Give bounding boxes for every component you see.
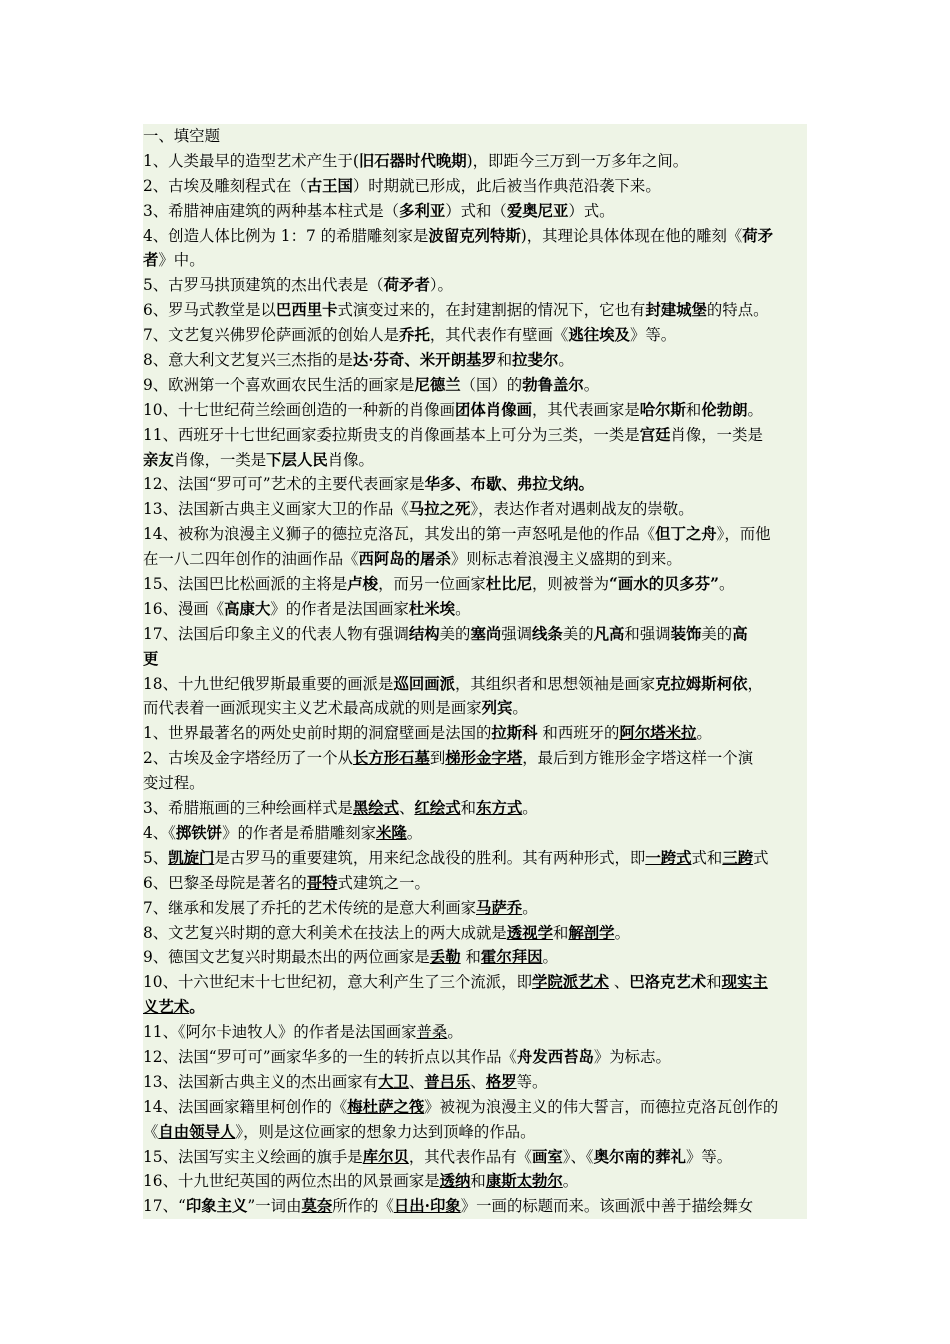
answer-text: 卢梭 [347,575,379,594]
line-text: 强调 [501,624,533,643]
answer-text: 印象主义 [185,1197,248,1216]
answer-text: 达·芬奇、米开朗基罗 [352,351,497,370]
answer-text: 古王国 [306,176,353,195]
text-line [143,871,807,896]
answer-text: 自由领导人 [158,1122,236,1141]
line-text: 和 [552,923,569,942]
answer-text: 西阿岛的屠杀 [358,550,451,569]
line-text: )，即距今三万到一万多年之间。 [466,151,689,170]
answer-text: 封建城堡 [645,301,707,320]
answer-text: 更 [143,649,159,668]
line-text: ）。 [429,276,453,295]
answer-text: 宫廷 [639,425,671,444]
text-line [143,149,807,174]
line-text: （国）的 [460,375,523,394]
answer-text: 尼德兰 [414,375,461,394]
answer-text: 大卫 [378,1072,409,1091]
answer-text: 红绘式 [414,799,461,818]
line-text: ”一词由 [247,1197,302,1216]
line-text: 。 [406,823,423,842]
line-text: 8、文艺复兴时期的意大利美术在技法上的两大成就是 [143,923,507,942]
text-line [143,995,807,1020]
line-text: 2、古埃及雕刻程式在（ [143,176,307,195]
text-line [143,323,807,348]
text-line [143,1169,807,1194]
line-text: 。 [558,351,574,370]
line-text: 17、“ [143,1197,186,1216]
text-line [143,124,807,149]
line-text: 》中。 [158,251,205,270]
text-line [143,572,807,597]
line-text: ，其代表作品有《 [408,1147,532,1166]
line-text: ，最后到方锥形金字塔这样一个演 [522,749,754,768]
line-text: 13、法国新古典主义的杰出画家有 [143,1072,379,1091]
text-line [143,1194,807,1219]
answer-text: 多利亚 [399,201,446,220]
line-text: 6、罗马式教堂是以 [143,301,276,320]
answer-text: 普桑 [416,1023,448,1042]
text-line [143,1095,807,1120]
line-text: 》一画的标题而来。该画派中善于描绘舞女 [460,1197,754,1216]
line-text: 。 [447,1023,463,1042]
answer-text: 勃鲁盖尔 [522,375,584,394]
text-line [143,945,807,970]
answer-text: 凯旋门 [168,848,215,867]
answer-text: 学院派艺术 [531,973,609,992]
answer-text: 高康大 [224,599,271,618]
answer-text: 巴洛克艺术 [629,973,707,992]
answer-text: 旧石器时代晚期 [358,151,467,170]
line-text: 、 [608,973,630,992]
line-text: 《 [143,1122,159,1141]
line-text: 7、文艺复兴佛罗伦萨画派的创始人是 [143,326,400,345]
line-text: 、 [470,1072,486,1091]
line-text: 等。 [516,1072,548,1091]
line-text: 美的 [562,624,594,643]
line-text: 11、西班牙十七世纪画家委拉斯贵支的肖像画基本上可分为三类，一类是 [143,425,640,444]
answer-text: 拉斐尔 [512,351,559,370]
text-line [143,1045,807,1070]
answer-text: 巡回画派 [393,674,456,693]
line-text: 。 [719,575,735,594]
line-text: 。 [542,948,558,967]
answer-text: 现实主 [721,973,768,992]
line-text: 16、漫画《 [143,599,225,618]
line-text: 到 [429,749,446,768]
line-text: 10、十六世纪末十七世纪初，意大利产生了三个流派，即 [143,973,532,992]
text-line [143,647,807,672]
line-text: 和强调 [624,624,671,643]
answer-text: 波留克列特斯 [428,226,521,245]
text-line [143,1145,807,1170]
line-text: 15、法国巴比松画派的主将是 [143,575,348,594]
line-text: 。 [747,400,763,419]
text-line [143,896,807,921]
line-text: 11、《阿尔卡迪牧人》的作者是法国画家 [143,1023,417,1042]
answer-text: 团体肖像画 [455,400,532,419]
text-line [143,597,807,622]
line-text: 式建筑之一。 [337,873,430,892]
answer-text: 丢勒 [429,948,461,967]
answer-text: 凡高 [593,624,625,643]
line-text: 肖像，一类是 [173,450,267,469]
line-text: 。 [522,799,538,818]
line-text: 。 [512,699,528,718]
line-text: 》、《 [562,1147,594,1166]
line-text: 在一八二四年创作的油画作品《 [143,550,359,569]
text-line [143,970,807,995]
line-text: 和 [460,799,477,818]
line-text: ）时期就已形成，此后被当作典范沿袭下来。 [352,176,661,195]
line-text: 》，则是这位画家的想象力达到顶峰的作品。 [235,1122,536,1141]
line-text: ，其组织者和思想领袖是画家 [455,674,656,693]
line-text: 12、法国“罗可可”画家华多的一生的转折点以其作品《 [143,1047,517,1066]
line-text: 14、被称为浪漫主义狮子的德拉克洛瓦，其发出的第一声怒吼是他的作品《 [143,525,656,544]
answer-text: 巴西里卡 [275,301,338,320]
line-text: 和 [496,351,513,370]
line-text: 》等。 [629,326,677,345]
line-text: 9、德国文艺复兴时期最杰出的两位画家是 [143,948,430,967]
answer-text: 康斯太勃尔 [485,1172,563,1191]
line-text: 而代表着一画派现实主义艺术最高成就的则是画家 [143,699,482,718]
answer-text: 伦勃朗 [701,400,748,419]
text-line [143,273,807,298]
line-text: 式 [753,848,769,867]
text-line [143,547,807,572]
answer-text: 杜米埃 [408,599,456,618]
text-line [143,497,807,522]
line-text: 6、巴黎圣母院是著名的 [143,873,307,892]
line-text: 和 [706,973,722,992]
text-line [143,721,807,746]
line-text: 是古罗马的重要建筑，用来纪念战役的胜利。其有两种形式，即 [214,848,646,867]
answer-text: 塞尚 [470,624,502,643]
line-text: 和 [685,400,702,419]
answer-text: 霍尔拜因 [480,948,543,967]
line-text: 》的作者是希腊雕刻家 [222,823,376,842]
text-line [143,796,807,821]
line-text: 》则标志着浪漫主义盛期的到来。 [450,550,682,569]
line-text: 17、法国后印象主义的代表人物有强调 [143,624,409,643]
line-text: 8、意大利文艺复兴三杰指的是 [143,351,353,370]
answer-text: 黑绘式 [352,799,400,818]
answer-text: 亲友 [143,450,174,469]
line-text: ， [747,674,763,693]
line-text: 、 [408,1072,425,1091]
answer-text: 阿尔塔米拉 [619,724,697,743]
answer-text: 长方形石墓 [352,749,430,768]
answer-text: 莫奈 [301,1197,333,1216]
text-line [143,224,807,249]
line-text: 、 [399,799,415,818]
line-text: 。 [583,375,600,394]
line-text: 。 [562,1172,579,1191]
answer-text: 克拉姆斯柯依 [655,674,748,693]
answer-text: 梅杜萨之筏 [347,1097,425,1116]
answer-text: 。 [189,998,205,1017]
line-text: 美的 [439,624,471,643]
line-text: 肖像，一类是 [670,425,763,444]
line-text: 》的作者是法国画家 [270,599,409,618]
text-line [143,472,807,497]
line-text: 。 [614,923,630,942]
answer-text: 结构 [408,624,440,643]
text-line [143,1120,807,1145]
text-line [143,1020,807,1045]
answer-text: 梯形金字塔 [445,749,523,768]
answer-text: “画水的贝多芬” [608,575,720,594]
answer-text: 哈尔斯 [639,400,686,419]
line-text: ，则被誉为 [532,575,609,594]
answer-text: 马拉之死 [408,500,471,519]
line-text: 。 [696,724,712,743]
text-line [143,622,807,647]
line-text: 式和 [691,848,723,867]
line-text: 》，而他 [716,525,771,544]
answer-text: 普吕乐 [424,1072,471,1091]
answer-text: 荷矛 [742,226,774,245]
line-text: ，其代表作有壁画《 [429,326,569,345]
answer-text: 透纳 [439,1172,471,1191]
line-text: ）式。 [568,201,615,220]
answer-text: 杜比尼 [485,575,533,594]
answer-text: 日出·印象 [393,1197,461,1216]
line-text: ，而另一位画家 [378,575,486,594]
answer-text: 高 [732,624,748,643]
text-line [143,821,807,846]
answer-text: 画室 [532,1147,563,1166]
line-text: 》为标志。 [593,1047,671,1066]
line-text: 和西班牙的 [537,724,620,743]
line-text: 7、继承和发展了乔托的艺术传统的是意大利画家 [143,898,476,917]
answer-text: 舟发西苔岛 [516,1047,594,1066]
answer-text: 列宾 [481,699,513,718]
answer-text: 解剖学 [568,923,615,942]
line-text: 5、古罗马拱顶建筑的杰出代表是（ [143,276,384,295]
answer-text: 拉斯科 [491,724,538,743]
text-line [143,522,807,547]
line-text: 3、希腊神庙建筑的两种基本柱式是（ [143,201,400,220]
answer-text: 透视学 [506,923,553,942]
answer-text: 义艺术 [143,998,190,1017]
line-text: 》等。 [685,1147,733,1166]
answer-text: 一跨式 [645,848,692,867]
answer-text: 乔托 [399,326,430,345]
line-text: 式演变过来的，在封建割据的情况下，它也有 [337,301,646,320]
answer-text: 哥特 [306,873,338,892]
answer-text: 下层人民 [266,450,328,469]
text-line [143,921,807,946]
line-text: 4、创造人体比例为 1：7 的希腊雕刻家是 [143,226,429,245]
line-text: ）式和（ [445,201,507,220]
line-text: 9、欧洲第一个喜欢画农民生活的画家是 [143,375,415,394]
text-line [143,373,807,398]
line-text: 18、十九世纪俄罗斯最重要的画派是 [143,674,394,693]
answer-text: 库尔贝 [362,1147,409,1166]
line-text: 12、法国“罗可可”艺术的主要代表画家是 [143,475,425,494]
answer-text: 逃往埃及 [568,326,630,345]
line-text: 美的 [701,624,733,643]
text-line [143,248,807,273]
line-text: 3、希腊瓶画的三种绘画样式是 [143,799,353,818]
line-text: 5、 [143,848,169,867]
line-text: 16、十九世纪英国的两位杰出的风景画家是 [143,1172,440,1191]
line-text: 一、填空题 [143,127,220,145]
line-text: 4、《 [143,823,176,842]
text-line [143,771,807,796]
answer-text: 三跨 [722,848,754,867]
text-line [143,174,807,199]
answer-text: 者 [143,251,159,270]
answer-text: 奥尔南的葬礼 [593,1147,686,1166]
text-line [143,846,807,871]
text-line [143,199,807,224]
line-text: 肖像。 [327,450,374,469]
line-text: 和 [470,1172,486,1191]
answer-text: 装饰 [670,624,702,643]
line-text: 》被视为浪漫主义的伟大誓言，而德拉克洛瓦创作的 [424,1097,779,1116]
answer-text: 格罗 [485,1072,517,1091]
line-text: 10、十七世纪荷兰绘画创造的一种新的肖像画 [143,400,456,419]
text-line [143,746,807,771]
text-line [143,1070,807,1095]
answer-text: 爱奥尼亚 [506,201,569,220]
answer-text: 但丁之舟 [655,525,717,544]
line-text: 。 [455,599,471,618]
answer-text: 米隆 [375,823,407,842]
line-text: 13、法国新古典主义画家大卫的作品《 [143,500,409,519]
line-text: ，其代表画家是 [531,400,640,419]
text-line [143,298,807,323]
text-line [143,672,807,697]
answer-text: 线条 [532,624,563,643]
line-text: 。 [522,898,538,917]
line-text: 14、法国画家籍里柯创作的《 [143,1097,348,1116]
text-line [143,423,807,448]
line-text: 所作的《 [332,1197,394,1216]
text-line [143,398,807,423]
line-text: 的特点。 [706,301,769,320]
line-text: 2、古埃及金字塔经历了一个从 [143,749,353,768]
document-body [143,124,807,1219]
line-text: 15、法国写实主义绘画的旗手是 [143,1147,363,1166]
line-text: 1、世界最著名的两处史前时期的洞窟壁画是法国的 [143,724,492,743]
line-text: 》，表达作者对遇刺战友的崇敬。 [470,500,694,519]
answer-text: 东方式 [476,799,523,818]
answer-text: 掷铁饼 [175,823,223,842]
line-text: 和 [460,948,481,967]
answer-text: 荷矛者 [383,276,430,295]
line-text: )，其理论具体体现在他的雕刻《 [520,226,743,245]
line-text: 变过程。 [143,774,205,793]
line-text: 1、人类最早的造型艺术产生于( [143,151,359,170]
text-line [143,696,807,721]
text-line [143,348,807,373]
answer-text: 马萨乔 [476,898,523,917]
answer-text: 华多、布歇、弗拉戈纳。 [424,475,594,494]
text-line [143,448,807,473]
